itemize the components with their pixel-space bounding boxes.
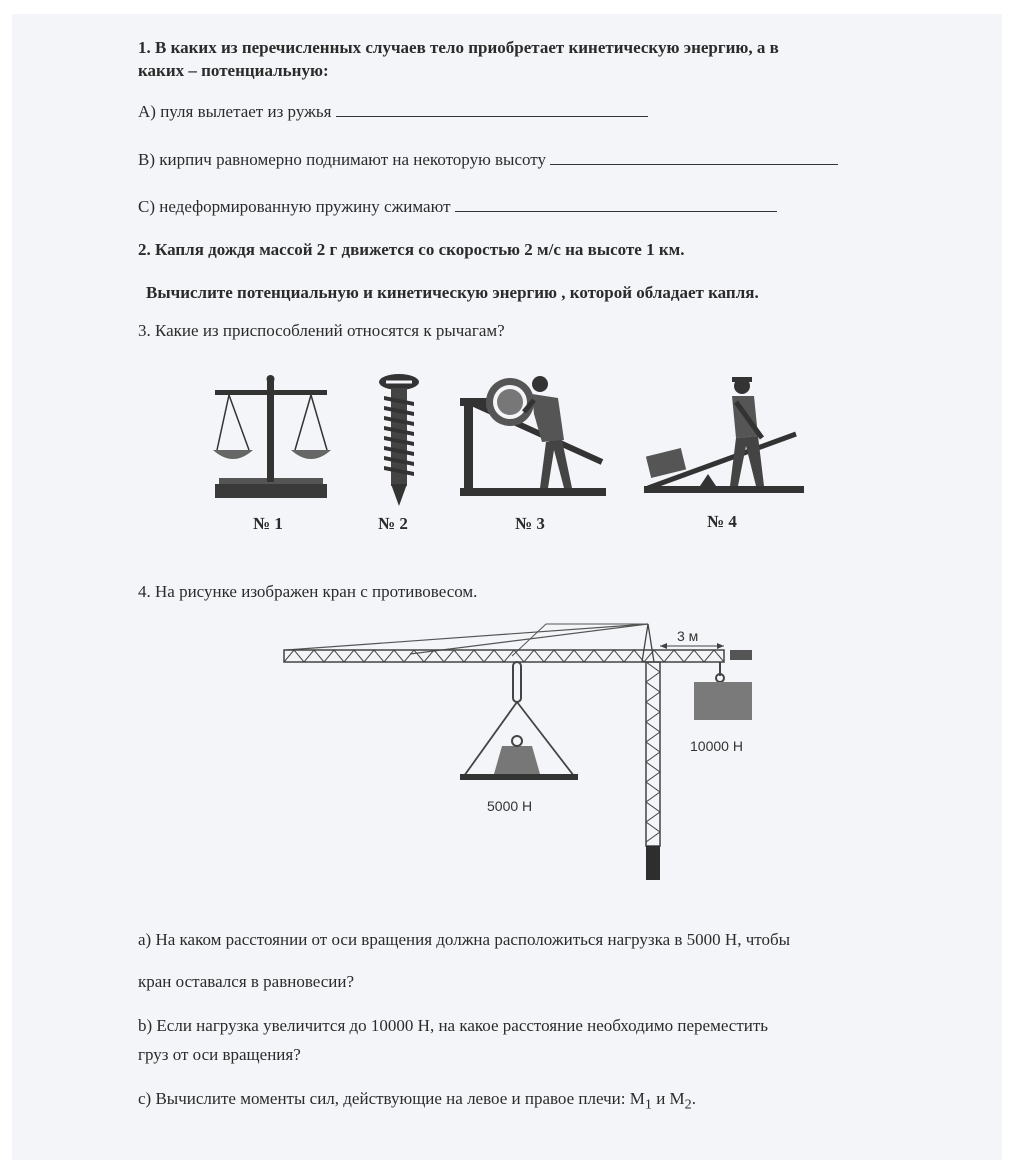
q1-option-c — [138, 196, 777, 218]
figure-label-4: № 4 — [707, 512, 737, 531]
q1-option-c-text: С) недеформированную пружину сжимают — [138, 197, 451, 216]
figure-label-1: № 1 — [253, 514, 283, 533]
figure-label-3: № 3 — [515, 514, 545, 533]
q4-part-b-line1: b) Если нагрузка увеличится до 10000 Н, на какое расстояние необходимо переместить — [138, 1016, 769, 1035]
q1-option-a-text: А) пуля вылетает из ружья — [138, 102, 332, 121]
q2-line1: 2. Капля дождя массой 2 г движется со скоростью 2 м/с на высоте 1 км. — [138, 240, 685, 259]
q4-part-a-line2: кран оставался в равновесии? — [138, 972, 355, 991]
q4-part-c-text: с) Вычислите моменты сил, действующие на левое и правое плечи: М — [138, 1089, 645, 1108]
q3-title: 3. Какие из приспособлений относятся к рычагам? — [138, 321, 505, 340]
figure-label-2: № 2 — [378, 514, 408, 533]
q4-title: 4. На рисунке изображен кран с противовесом. — [138, 582, 478, 601]
crane-diagram — [280, 620, 760, 885]
q1-option-b — [138, 149, 838, 171]
moment-subscript-2: 2 — [684, 1096, 692, 1113]
counterweight-label: 10000 Н — [690, 738, 743, 754]
q2-line2: Вычислите потенциальную и кинетическую энергию , которой обладает капля. — [146, 283, 759, 302]
q1-title-line1: 1. В каких из перечисленных случаев тело приобретает кинетическую энергию, а в — [138, 38, 779, 57]
q4-part-c-mid: и М — [651, 1089, 685, 1108]
q4-part-c — [138, 1088, 696, 1115]
q1-answer-line-b[interactable] — [550, 149, 838, 165]
q1-answer-line-c[interactable] — [455, 196, 777, 212]
q1-answer-line-a[interactable] — [336, 101, 648, 117]
q4-part-b-line2: груз от оси вращения? — [138, 1045, 301, 1064]
lever-worker-figure — [640, 372, 810, 497]
moment-subscript-1: 1 — [644, 1096, 652, 1113]
balance-scale-figure — [205, 370, 345, 510]
ramp-worker-figure — [460, 370, 610, 500]
load-label: 5000 Н — [487, 798, 533, 814]
q1-option-b-text: В) кирпич равномерно поднимают на некоторую высоту — [138, 150, 547, 169]
crane-distance-label: 3 м — [677, 628, 699, 644]
q4-part-c-end: . — [691, 1089, 696, 1108]
screw-figure — [372, 372, 428, 512]
q1-option-a — [138, 101, 648, 123]
q1-title-line2: каких – потенциальную: — [138, 61, 329, 80]
q4-part-a-line1: а) На каком расстоянии от оси вращения должна расположиться нагрузка в 5000 Н, чтобы — [138, 930, 791, 949]
